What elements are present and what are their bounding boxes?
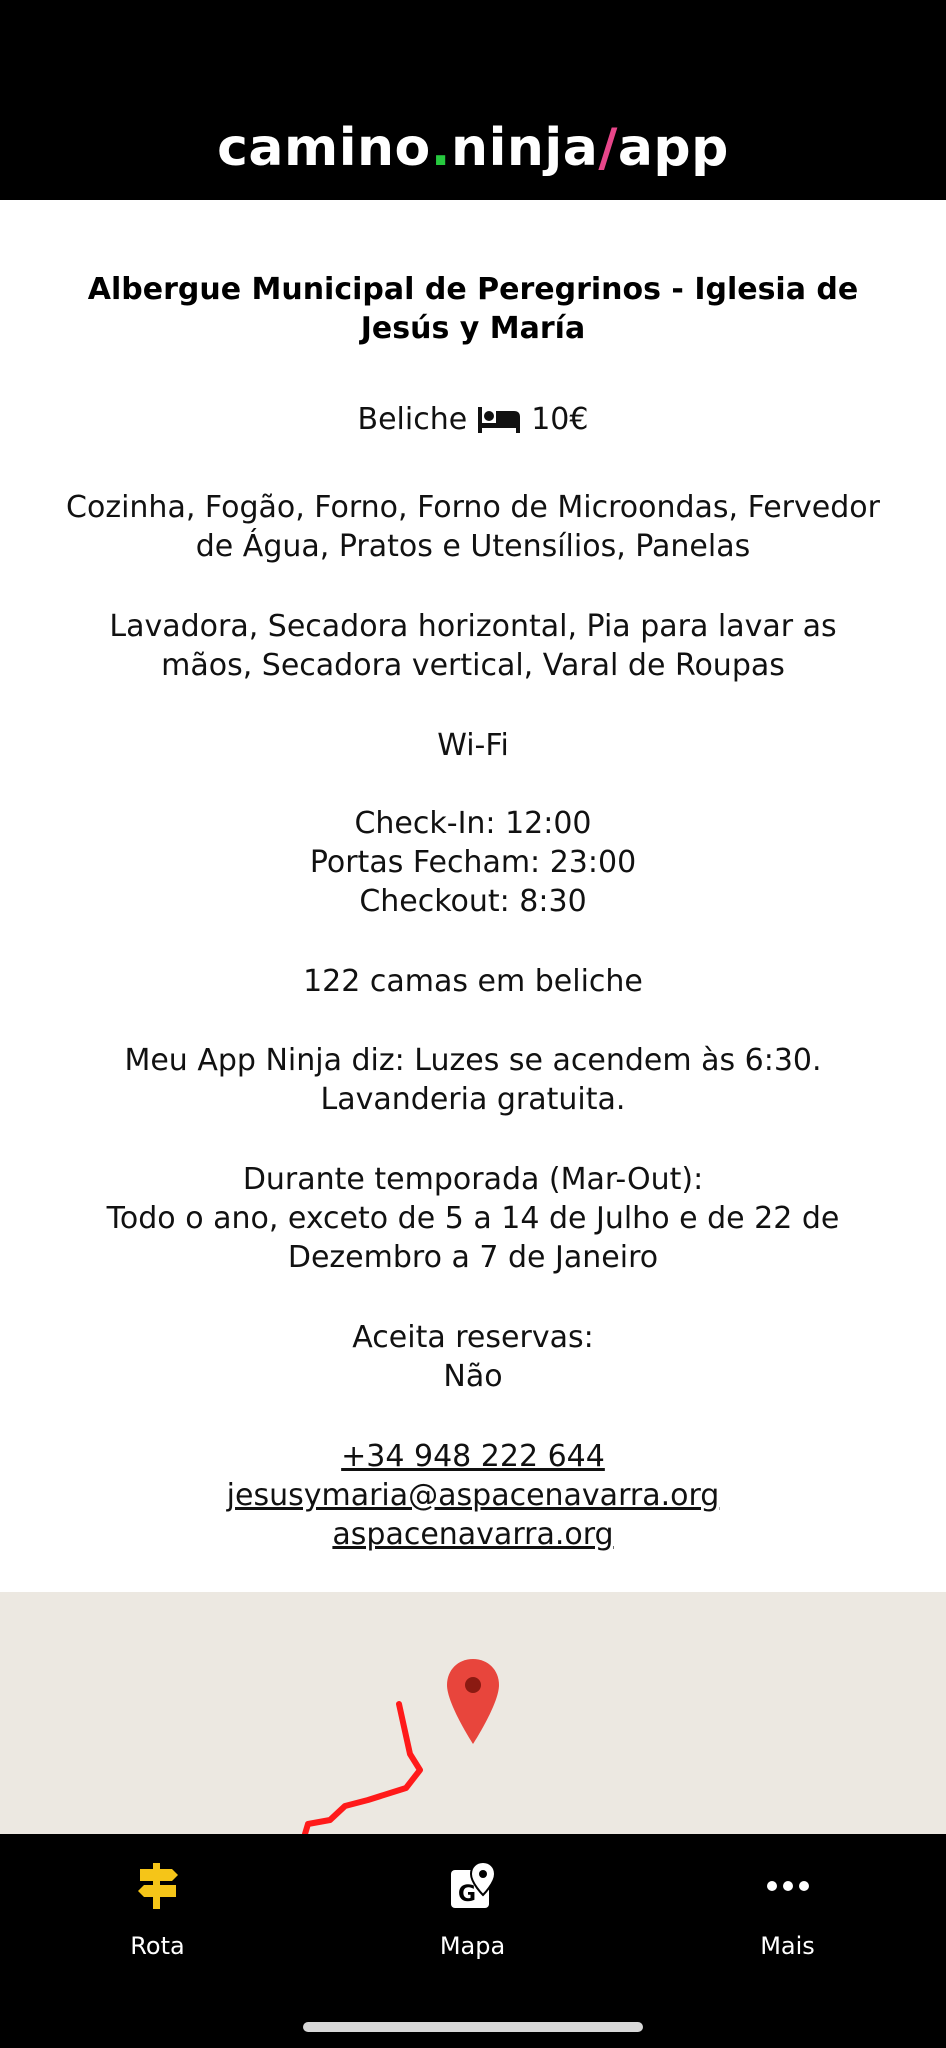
tab-label-mais: Mais <box>760 1932 815 1960</box>
season-label: Durante temporada (Mar-Out): <box>242 1162 704 1197</box>
kitchen-amenities <box>60 488 886 566</box>
wifi-text: Wi-Fi <box>437 728 509 763</box>
reservations-label: Aceita reservas: <box>352 1320 594 1355</box>
email-link[interactable]: jesusymaria@aspacenavarra.org <box>226 1478 720 1513</box>
app-header <box>0 0 946 200</box>
logo-text-camino: camino <box>217 118 431 178</box>
svg-text:G: G <box>457 1882 476 1907</box>
logo-dot: . <box>430 118 452 178</box>
app-logo[interactable] <box>0 118 946 178</box>
laundry-text: Lavadora, Secadora horizontal, Pia para lavar as mãos, Secadora vertical, Varal de Roupas <box>109 609 837 683</box>
bed-price: 10€ <box>531 402 589 437</box>
tab-mais[interactable] <box>630 1834 945 1984</box>
bed-type: Beliche <box>357 402 468 437</box>
albergue-title: Albergue Municipal de Peregrinos - Iglesia de Jesús y María <box>87 272 859 346</box>
logo-text-ninja: ninja <box>451 118 599 178</box>
checkin-time: Check-In: 12:00 <box>354 806 592 841</box>
laundry-amenities <box>60 607 886 685</box>
bed-price-row <box>60 400 886 439</box>
logo-text-app: app <box>617 118 729 178</box>
reservations-value: Não <box>443 1359 503 1394</box>
kitchen-text: Cozinha, Fogão, Forno, Forno de Microondas, Fervedor de Água, Pratos e Utensílios, Panelas <box>66 490 880 564</box>
logo-slash: / <box>598 118 618 178</box>
reservations-info <box>60 1318 886 1396</box>
ninja-note-line-1: Meu App Ninja diz: Luzes se acendem às 6:30. <box>124 1043 822 1078</box>
tab-label-rota: Rota <box>130 1932 185 1960</box>
wifi-amenity <box>60 726 886 765</box>
ninja-note <box>60 1041 886 1119</box>
contact-links <box>60 1437 886 1554</box>
beds-text: 122 camas em beliche <box>303 964 643 999</box>
albergue-details <box>0 200 946 1592</box>
location-pin-icon[interactable] <box>446 1658 500 1746</box>
tab-mapa[interactable] <box>315 1834 630 1984</box>
website-link[interactable]: aspacenavarra.org <box>332 1517 614 1552</box>
checkout-time: Checkout: 8:30 <box>359 884 587 919</box>
map-pin-icon <box>445 1858 501 1914</box>
bottom-tab-bar <box>0 1834 946 2048</box>
signpost-icon <box>130 1858 186 1914</box>
tab-label-mapa: Mapa <box>439 1932 506 1960</box>
doors-close-time: Portas Fecham: 23:00 <box>309 845 637 880</box>
schedule <box>60 804 886 921</box>
bed-icon <box>477 405 521 435</box>
phone-link[interactable]: +34 948 222 644 <box>341 1439 605 1474</box>
season-info <box>60 1160 886 1277</box>
home-indicator[interactable] <box>303 2022 643 2032</box>
beds-count <box>60 962 886 1001</box>
map-view[interactable] <box>0 1592 946 1834</box>
season-detail: Todo o ano, exceto de 5 a 14 de Julho e de 22 de Dezembro a 7 de Janeiro <box>106 1201 840 1275</box>
more-dots-icon <box>760 1858 816 1914</box>
tab-rota[interactable] <box>0 1834 315 1984</box>
ninja-note-line-2: Lavanderia gratuita. <box>320 1082 626 1117</box>
